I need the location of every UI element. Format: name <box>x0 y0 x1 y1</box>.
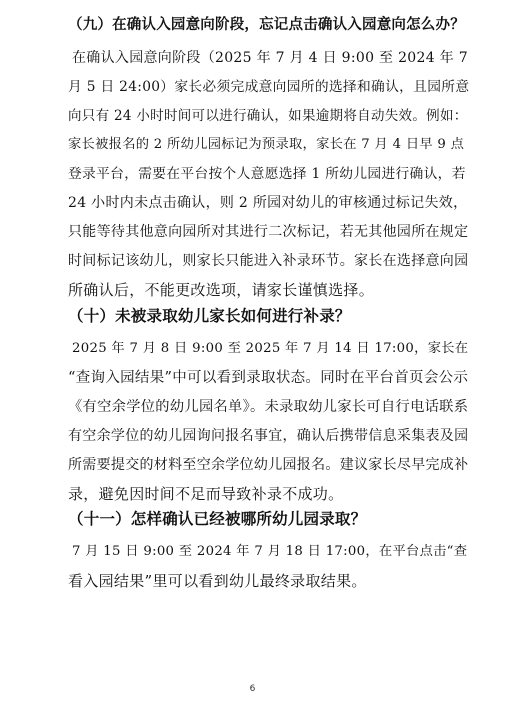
section-10-line-6: 录，避免因时间不足而导致补录不成功。 <box>68 485 344 503</box>
section-10-line-2: “查询入园结果”中可以看到录取状态。同时在平台首页会公示 <box>68 370 469 386</box>
section-11-heading: （十一）怎样确认已经被哪所幼儿园录取？ <box>68 510 367 528</box>
section-11-line-1: 7 月 15 日 9:00 至 2024 年 7 月 18 日 17:00，在平台点击“查 <box>72 544 468 559</box>
section-9-line-9: 所确认后，不能更改选项，请家长谨慎选择。 <box>68 281 375 299</box>
section-10-line-4: 有空余学位的幼儿园询问报名事宜，确认后携带信息采集表及园 <box>68 428 469 444</box>
section-9-line-4: 家长被报名的 2 所幼儿园标记为预录取，家长在 7 月 4 日早 9 点 <box>68 137 465 152</box>
section-9-line-3: 向只有 24 小时时间可以进行确认，如果逾期将自动失效。例如： <box>68 108 468 124</box>
section-9-heading: （九）在确认入园意向阶段，忘记点击确认入园意向怎么办？ <box>68 17 465 33</box>
section-9-line-2: 月 5 日 24:00）家长必须完成意向园所的选择和确认，且园所意 <box>68 79 470 95</box>
section-10-line-1: 2025 年 7 月 8 日 9:00 至 2025 年 7 月 14 日 17:00，家长在 <box>72 341 469 356</box>
section-11-line-2: 看入园结果”里可以看到幼儿最终录取结果。 <box>68 572 367 590</box>
section-10-line-3: 《有空余学位的幼儿园名单》。未录取幼儿家长可自行电话联系 <box>68 399 469 415</box>
section-9-line-5: 登录平台，需要在平台按个人意愿选择 1 所幼儿园进行确认，若 <box>68 166 466 182</box>
section-9-line-8: 时间标记该幼儿，则家长只能进入补录环节。家长在选择意向园 <box>68 253 469 269</box>
section-9-line-1: 在确认入园意向阶段（2025 年 7 月 4 日 9:00 至 2024 年 7 <box>72 50 468 66</box>
section-9-line-6: 24 小时内未点击确认，则 2 所园对幼儿的审核通过标记失效， <box>68 195 468 211</box>
section-10-line-5: 所需要提交的材料至空余学位幼儿园报名。建议家长尽早完成补 <box>68 457 469 473</box>
page-number: 6 <box>249 684 256 694</box>
section-9-line-7: 只能等待其他意向园所对其进行二次标记，若无其他园所在规定 <box>68 224 469 240</box>
section-10-heading: （十）未被录取幼儿家长如何进行补录？ <box>68 307 351 325</box>
